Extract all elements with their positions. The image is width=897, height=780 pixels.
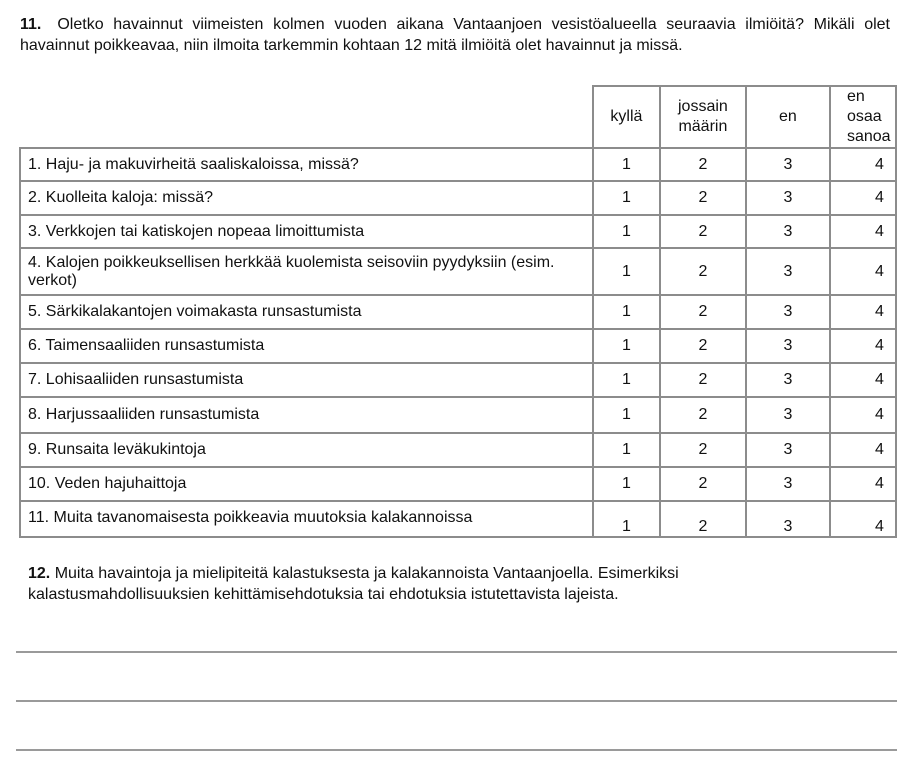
row-label: 5. Särkikalakantojen voimakasta runsastumista <box>20 295 593 329</box>
question-11 <box>20 14 890 56</box>
option-1-cell[interactable]: 1 <box>593 467 660 501</box>
row-label: 1. Haju- ja makuvirheitä saaliskaloissa, missä? <box>20 148 593 181</box>
table-row <box>20 181 896 215</box>
row-label: 8. Harjussaaliiden runsastumista <box>20 397 593 433</box>
option-3-cell[interactable]: 3 <box>746 501 830 537</box>
option-3-cell[interactable]: 3 <box>746 397 830 433</box>
option-2-cell[interactable]: 2 <box>660 329 746 363</box>
question-12 <box>28 563 858 605</box>
option-3-cell[interactable]: 3 <box>746 215 830 248</box>
option-4-cell[interactable]: 4 <box>830 501 896 537</box>
option-1-cell[interactable]: 1 <box>593 295 660 329</box>
row-label: 4. Kalojen poikkeuksellisen herkkää kuolemista seisoviin pyydyksiin (esim. verkot) <box>20 248 593 295</box>
option-4-cell[interactable]: 4 <box>830 295 896 329</box>
row-label: 3. Verkkojen tai katiskojen nopeaa limoittumista <box>20 215 593 248</box>
option-3-cell[interactable]: 3 <box>746 181 830 215</box>
option-2-cell[interactable]: 2 <box>660 433 746 467</box>
option-2-cell[interactable]: 2 <box>660 363 746 397</box>
answer-line[interactable] <box>16 700 897 702</box>
observations-table <box>19 85 897 538</box>
option-1-cell[interactable]: 1 <box>593 433 660 467</box>
question-11-number: 11. <box>20 16 42 33</box>
table-header-row <box>20 86 896 148</box>
answer-line[interactable] <box>16 651 897 653</box>
option-1-cell[interactable]: 1 <box>593 329 660 363</box>
option-3-cell[interactable]: 3 <box>746 329 830 363</box>
row-label: 7. Lohisaaliiden runsastumista <box>20 363 593 397</box>
row-label: 9. Runsaita leväkukintoja <box>20 433 593 467</box>
option-4-cell[interactable]: 4 <box>830 433 896 467</box>
header-en: en <box>746 86 830 148</box>
option-2-cell[interactable]: 2 <box>660 397 746 433</box>
option-2-cell[interactable]: 2 <box>660 295 746 329</box>
table-row <box>20 467 896 501</box>
option-4-cell[interactable]: 4 <box>830 397 896 433</box>
option-4-cell[interactable]: 4 <box>830 363 896 397</box>
option-1-cell[interactable]: 1 <box>593 363 660 397</box>
option-2-cell[interactable]: 2 <box>660 215 746 248</box>
option-1-cell[interactable]: 1 <box>593 215 660 248</box>
header-blank-cell <box>20 86 593 148</box>
option-2-cell[interactable]: 2 <box>660 181 746 215</box>
option-4-cell[interactable]: 4 <box>830 248 896 295</box>
table-row <box>20 295 896 329</box>
option-3-cell[interactable]: 3 <box>746 148 830 181</box>
table-row <box>20 329 896 363</box>
option-3-cell[interactable]: 3 <box>746 467 830 501</box>
row-label: 11. Muita tavanomaisesta poikkeavia muutoksia kalakannoissa <box>20 501 593 537</box>
option-1-cell[interactable]: 1 <box>593 397 660 433</box>
row-label: 2. Kuolleita kaloja: missä? <box>20 181 593 215</box>
option-1-cell[interactable]: 1 <box>593 501 660 537</box>
row-label: 6. Taimensaaliiden runsastumista <box>20 329 593 363</box>
option-3-cell[interactable]: 3 <box>746 248 830 295</box>
option-4-cell[interactable]: 4 <box>830 329 896 363</box>
option-4-cell[interactable]: 4 <box>830 467 896 501</box>
answer-line[interactable] <box>16 749 897 751</box>
question-11-text: Oletko havainnut viimeisten kolmen vuoden aikana Vantaanjoen vesistöalueella seuraavia ilmiöitä? Mikäli olet havainnut poikkeavaa, niin ilmoita tarkemmin kohtaan 12 mitä ilmiöitä olet havainnut ja missä. <box>20 16 890 54</box>
header-kylla: kyllä <box>593 86 660 148</box>
table-row <box>20 363 896 397</box>
question-12-number: 12. <box>28 565 51 582</box>
option-4-cell[interactable]: 4 <box>830 215 896 248</box>
option-1-cell[interactable]: 1 <box>593 248 660 295</box>
option-2-cell[interactable]: 2 <box>660 248 746 295</box>
table-row <box>20 215 896 248</box>
table-row <box>20 148 896 181</box>
option-4-cell[interactable]: 4 <box>830 181 896 215</box>
table-row <box>20 248 896 295</box>
row-label: 10. Veden hajuhaittoja <box>20 467 593 501</box>
option-1-cell[interactable]: 1 <box>593 148 660 181</box>
question-12-text: Muita havaintoja ja mielipiteitä kalastuksesta ja kalakannoista Vantaanjoella. Esimerkiksi kalastusmahdollisuuksien kehittämisehdotuksia tai ehdotuksia istutettavista lajeista. <box>28 565 679 603</box>
table-row <box>20 397 896 433</box>
option-2-cell[interactable]: 2 <box>660 467 746 501</box>
header-jossain-maarin: jossain määrin <box>660 86 746 148</box>
header-en-osaa-sanoa: en osaa sanoa <box>830 86 896 148</box>
option-2-cell[interactable]: 2 <box>660 501 746 537</box>
table-row <box>20 501 896 537</box>
table-row <box>20 433 896 467</box>
option-4-cell[interactable]: 4 <box>830 148 896 181</box>
option-3-cell[interactable]: 3 <box>746 433 830 467</box>
option-2-cell[interactable]: 2 <box>660 148 746 181</box>
option-1-cell[interactable]: 1 <box>593 181 660 215</box>
option-3-cell[interactable]: 3 <box>746 363 830 397</box>
option-3-cell[interactable]: 3 <box>746 295 830 329</box>
